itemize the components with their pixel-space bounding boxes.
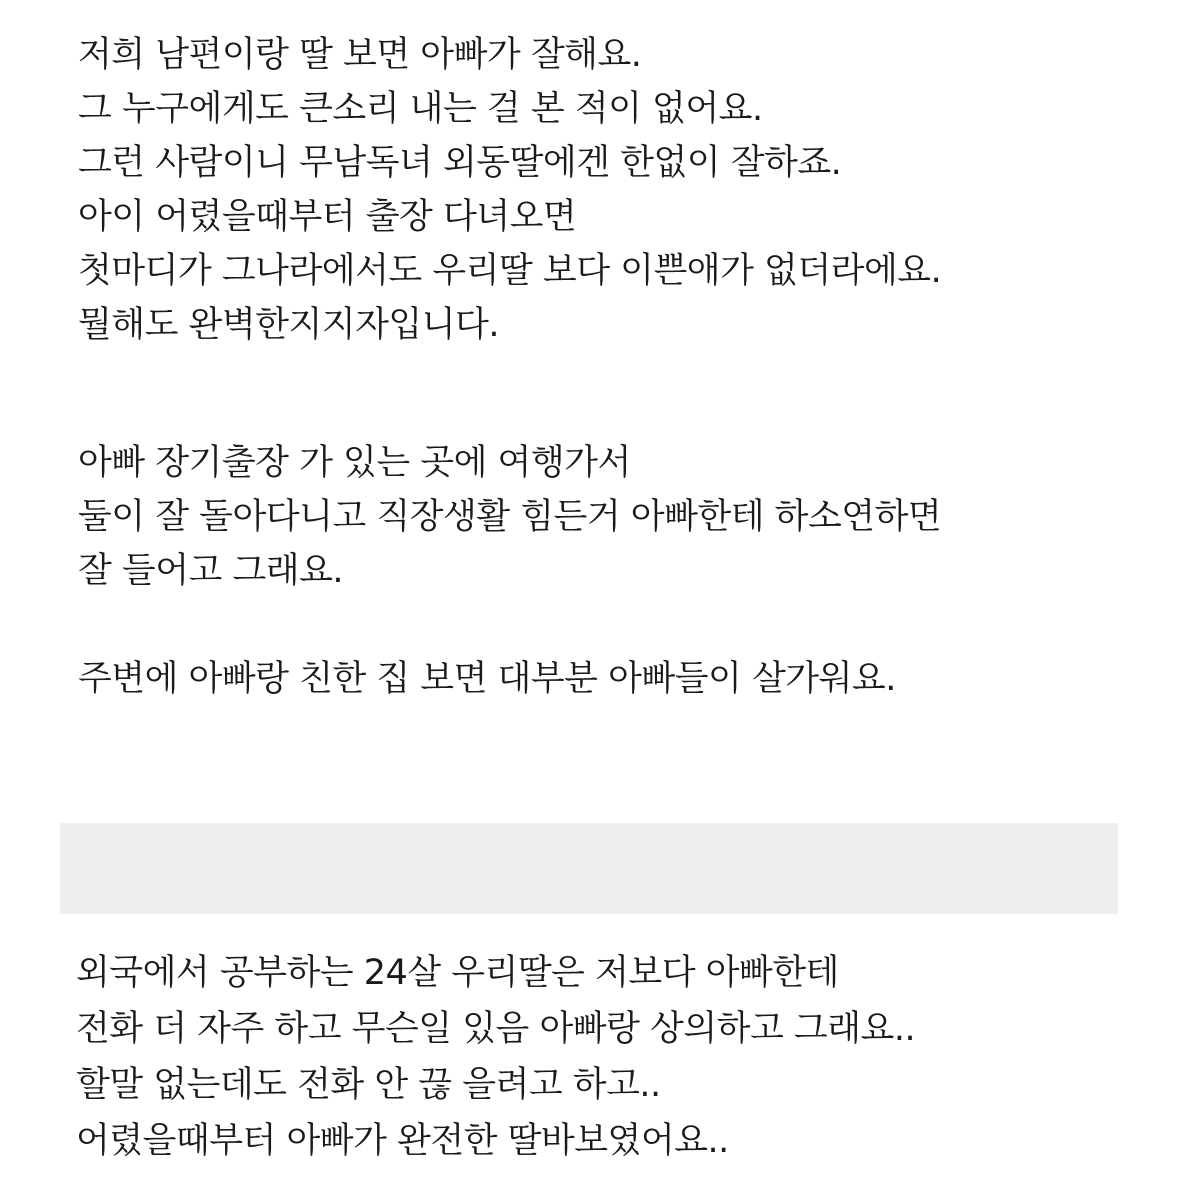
- text-line: 둘이 잘 돌아다니고 직장생활 힘든거 아빠한테 하소연하면: [78, 497, 942, 537]
- comment-body: [76, 945, 1119, 1169]
- section-divider: [60, 823, 1118, 914]
- text-line: 주변에 아빠랑 친한 집 보면 대부분 아빠들이 살가워요.: [78, 659, 896, 699]
- comment-line: 외국에서 공부하는 24살 우리딸은 저보다 아빠한테: [76, 953, 839, 993]
- text-line: 뭘해도 완벽한지지자입니다.: [78, 305, 499, 345]
- post-paragraph-3: [78, 652, 1119, 706]
- post-paragraph-2: [78, 436, 1119, 598]
- text-line: 아빠 장기출장 가 있는 곳에 여행가서: [78, 443, 631, 483]
- comment-line: 할말 없는데도 전화 안 끊 을려고 하고..: [76, 1065, 661, 1105]
- comment-line: 전화 더 자주 하고 무슨일 있음 아빠랑 상의하고 그래요..: [76, 1009, 916, 1049]
- text-line: 저희 남편이랑 딸 보면 아빠가 잘해요.: [78, 35, 642, 75]
- comment-line: 어렸을때부터 아빠가 완전한 딸바보였어요..: [76, 1121, 729, 1161]
- text-line: 잘 들어고 그래요.: [78, 551, 344, 591]
- text-line: 그 누구에게도 큰소리 내는 걸 본 적이 없어요.: [78, 89, 763, 129]
- text-line: 그런 사람이니 무남독녀 외동딸에겐 한없이 잘하죠.: [78, 143, 842, 183]
- text-line: 첫마디가 그나라에서도 우리딸 보다 이쁜애가 없더라에요.: [78, 251, 942, 291]
- post-paragraph-1: [78, 28, 1119, 352]
- text-line: 아이 어렸을때부터 출장 다녀오면: [78, 197, 577, 237]
